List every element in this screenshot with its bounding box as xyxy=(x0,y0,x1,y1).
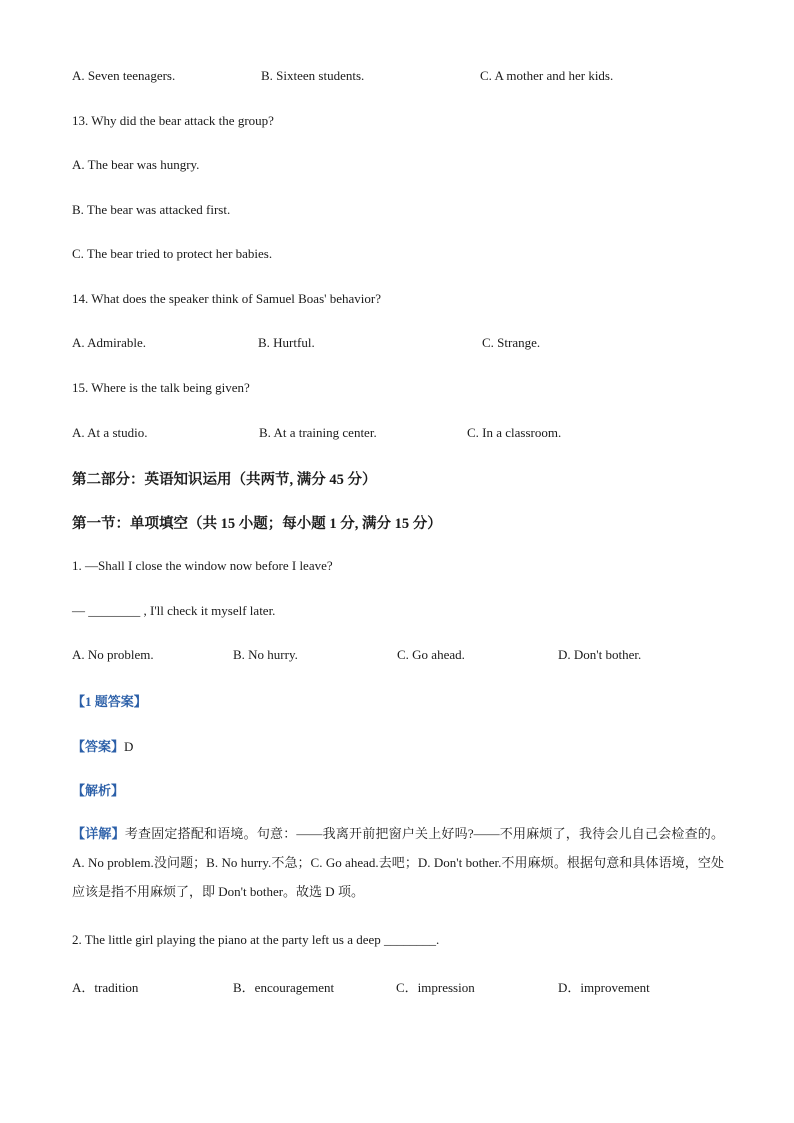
detail-tag: 【详解】 xyxy=(72,826,125,841)
q12-option-b: B. Sixteen students. xyxy=(261,68,365,83)
q12-option-c: C. A mother and her kids. xyxy=(480,68,614,83)
q14-option-a: A. Admirable. xyxy=(72,335,147,350)
part2-heading: 第二部分：英语知识运用（共两节, 满分 45 分） xyxy=(72,472,377,488)
q13-option-b: B. The bear was attacked first. xyxy=(72,202,231,217)
g1-answer-header: 【1 题答案】 xyxy=(72,694,147,709)
g1-option-d: D. Don't bother. xyxy=(558,647,642,662)
g1-question: 1. —Shall I close the window now before I leave? xyxy=(72,558,333,573)
q13-question: 13. Why did the bear attack the group? xyxy=(72,113,274,128)
q13-option-a: A. The bear was hungry. xyxy=(72,157,200,172)
g2-option-a: A．tradition xyxy=(72,980,139,995)
g1-reply: — ________ , I'll check it myself later. xyxy=(72,603,276,618)
g1-option-a: A. No problem. xyxy=(72,647,154,662)
g1-answer-line xyxy=(72,736,133,755)
q14-option-c: C. Strange. xyxy=(482,335,541,350)
g1-detail-paragraph xyxy=(72,819,724,906)
answer-tag: 【答案】 xyxy=(72,739,125,754)
g2-option-b: B．encouragement xyxy=(233,980,335,995)
g1-option-c: C. Go ahead. xyxy=(397,647,465,662)
q15-option-b: B. At a training center. xyxy=(259,425,377,440)
q12-option-a: A. Seven teenagers. xyxy=(72,68,176,83)
detail-text: 考查固定搭配和语境。句意：——我离开前把窗户关上好吗?——不用麻烦了，我待会儿自己会检查的。A. No problem.没问题；B. No hurry.不急；C. Go ahead.去吧；D. Don't bother.不用麻烦。根据句意和具体语境，空处应该是指不用麻烦了，即 Don't bother。故选 D 项。 xyxy=(72,826,724,899)
q14-question: 14. What does the speaker think of Samuel Boas' behavior? xyxy=(72,291,381,306)
section1-heading: 第一节：单项填空（共 15 小题；每小题 1 分, 满分 15 分） xyxy=(72,516,442,532)
q15-option-c: C. In a classroom. xyxy=(467,425,562,440)
q15-option-a: A. At a studio. xyxy=(72,425,148,440)
q13-option-c: C. The bear tried to protect her babies. xyxy=(72,246,273,261)
g2-option-c: C．impression xyxy=(396,980,475,995)
g1-option-b: B. No hurry. xyxy=(233,647,298,662)
g2-question: 2. The little girl playing the piano at the party left us a deep ________. xyxy=(72,932,440,947)
g1-analysis-tag: 【解析】 xyxy=(72,783,125,798)
q14-option-b: B. Hurtful. xyxy=(258,335,315,350)
q15-question: 15. Where is the talk being given? xyxy=(72,380,250,395)
answer-value: D xyxy=(124,739,134,754)
g2-option-d: D．improvement xyxy=(558,980,650,995)
